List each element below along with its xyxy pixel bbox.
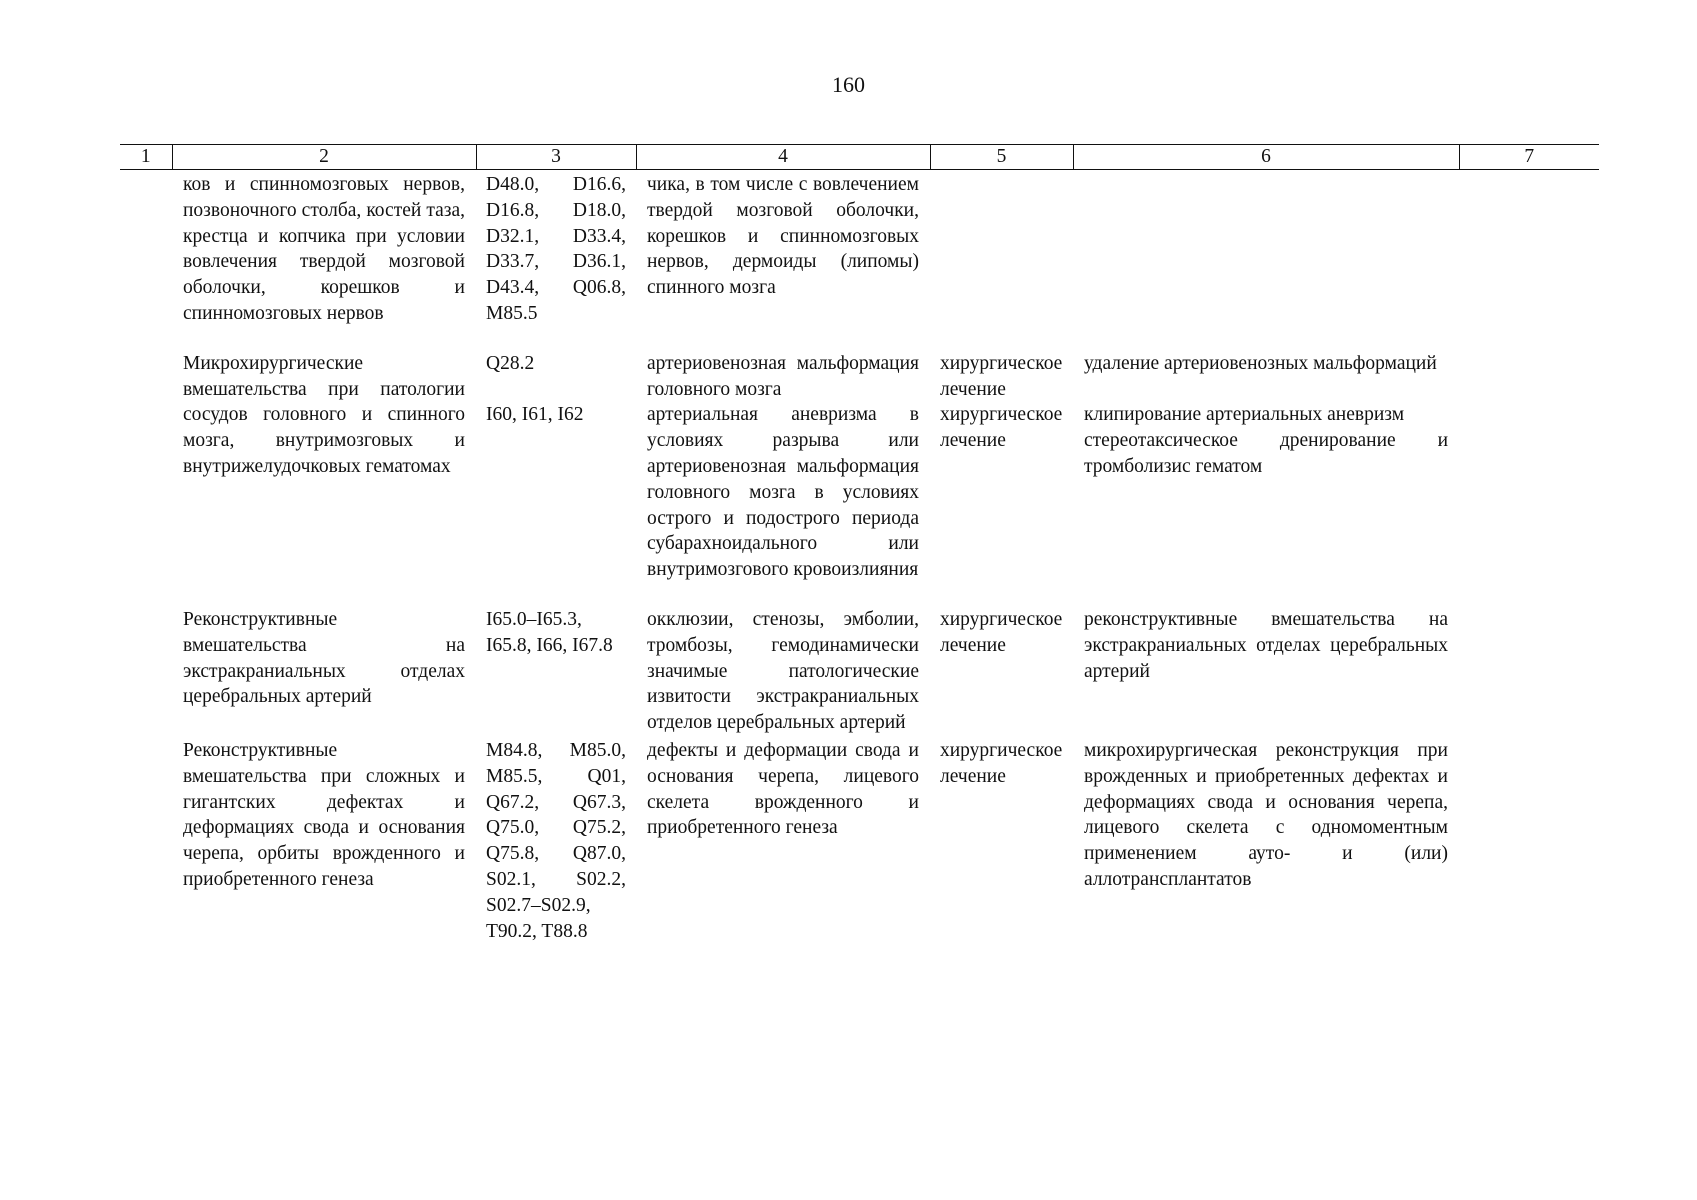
cell-treatment-type: хирургическое лечение	[940, 608, 1063, 656]
cell-extra	[1459, 605, 1599, 736]
cell-intervention: ков и спинномозговых нервов, позвоночного столба, костей таза, крестца и копчика при условии вовлечения твердой мозговой оболочки, корешков и спинномозговых нервов	[183, 174, 465, 324]
cell-number	[120, 349, 172, 605]
cell-icd-codes: M84.8, M85.0, M85.5, Q01, Q67.2, Q67.3, Q75.0, Q75.2, Q75.8, Q87.0, S02.1, S02.2, S02.7–S02.9, T90.2, T88.8	[486, 739, 626, 942]
table-row	[120, 605, 1599, 736]
cell-condition: дефекты и деформации свода и основания черепа, лицевого скелета врожденного и приобретенного генеза	[647, 739, 919, 839]
cell-icd-codes: I65.0–I65.3, I65.8, I66, I67.8	[486, 608, 613, 656]
cell-treatment-type: хирургическое лечение	[940, 739, 1063, 787]
cell-number	[120, 736, 172, 944]
cell-treatment-type	[930, 170, 1073, 349]
cell-treatment-method: реконструктивные вмешательства на экстракраниальных отделах церебральных артерий	[1084, 608, 1448, 682]
page-number: 160	[832, 72, 865, 97]
cell-intervention: Микрохирургические вмешательства при патологии сосудов головного и спинного мозга, внутримозговых и внутрижелудочковых гематомах	[183, 352, 465, 477]
cell-treatment-type: хирургическое лечение	[940, 352, 1063, 400]
cell-extra	[1459, 349, 1599, 605]
cell-number	[120, 170, 172, 349]
column-header-6: 6	[1073, 145, 1459, 170]
cell-extra	[1459, 170, 1599, 349]
column-header-2: 2	[172, 145, 476, 170]
cell-condition: артериальная аневризма в условиях разрыва или артериовенозная мальформация головного мозга в условиях острого и подострого периода субарахноидального или внутримозгового кровоизлияния	[647, 404, 919, 581]
table-row	[120, 736, 1599, 944]
cell-intervention: Реконструктивные вмешательства на экстракраниальных отделах церебральных артерий	[183, 608, 465, 708]
column-header-5: 5	[930, 145, 1073, 170]
cell-treatment-method	[1073, 402, 1459, 605]
cell-condition: чика, в том числе с вовлечением твердой мозговой оболочки, корешков и спинномозговых нервов, дермоиды (липомы) спинного мозга	[647, 174, 919, 299]
cell-treatment-method: удаление артериовенозных мальформаций	[1084, 352, 1437, 374]
cell-intervention: Реконструктивные вмешательства при сложных и гигантских дефектах и деформациях свода и основания черепа, орбиты врожденного и приобретенного генеза	[183, 739, 465, 890]
table-header-row	[120, 145, 1599, 170]
column-header-7: 7	[1459, 145, 1599, 170]
treatment-method-drainage: стереотаксическое дренирование и тромболизис гематом	[1084, 430, 1448, 477]
cell-extra	[1459, 736, 1599, 944]
cell-treatment-type: хирургическое лечение	[940, 404, 1063, 452]
column-header-1: 1	[120, 145, 172, 170]
column-header-3: 3	[476, 145, 636, 170]
cell-icd-codes: Q28.2	[486, 352, 535, 374]
cell-condition: артериовенозная мальформация головного мозга	[647, 352, 919, 400]
cell-condition: окклюзии, стенозы, эмболии, тромбозы, гемодинамически значимые патологические извитости экстракраниальных отделов церебральных артерий	[647, 608, 919, 734]
cell-treatment-method: микрохирургическая реконструкция при врожденных и приобретенных дефектах и деформациях свода и основания черепа, лицевого скелета с одномоментным применением ауто- и (или) аллотрансплантатов	[1084, 739, 1448, 890]
medical-procedures-table	[120, 144, 1599, 944]
table-row	[120, 349, 1599, 403]
cell-number	[120, 605, 172, 736]
cell-icd-codes: I60, I61, I62	[486, 404, 584, 426]
treatment-method-clipping: клипирование артериальных аневризм	[1084, 404, 1405, 426]
column-header-4: 4	[636, 145, 930, 170]
cell-icd-codes: D48.0, D16.6, D16.8, D18.0, D32.1, D33.4, D33.7, D36.1, D43.4, Q06.8, M85.5	[486, 174, 626, 324]
table-row	[120, 170, 1599, 349]
cell-treatment-method	[1073, 170, 1459, 349]
